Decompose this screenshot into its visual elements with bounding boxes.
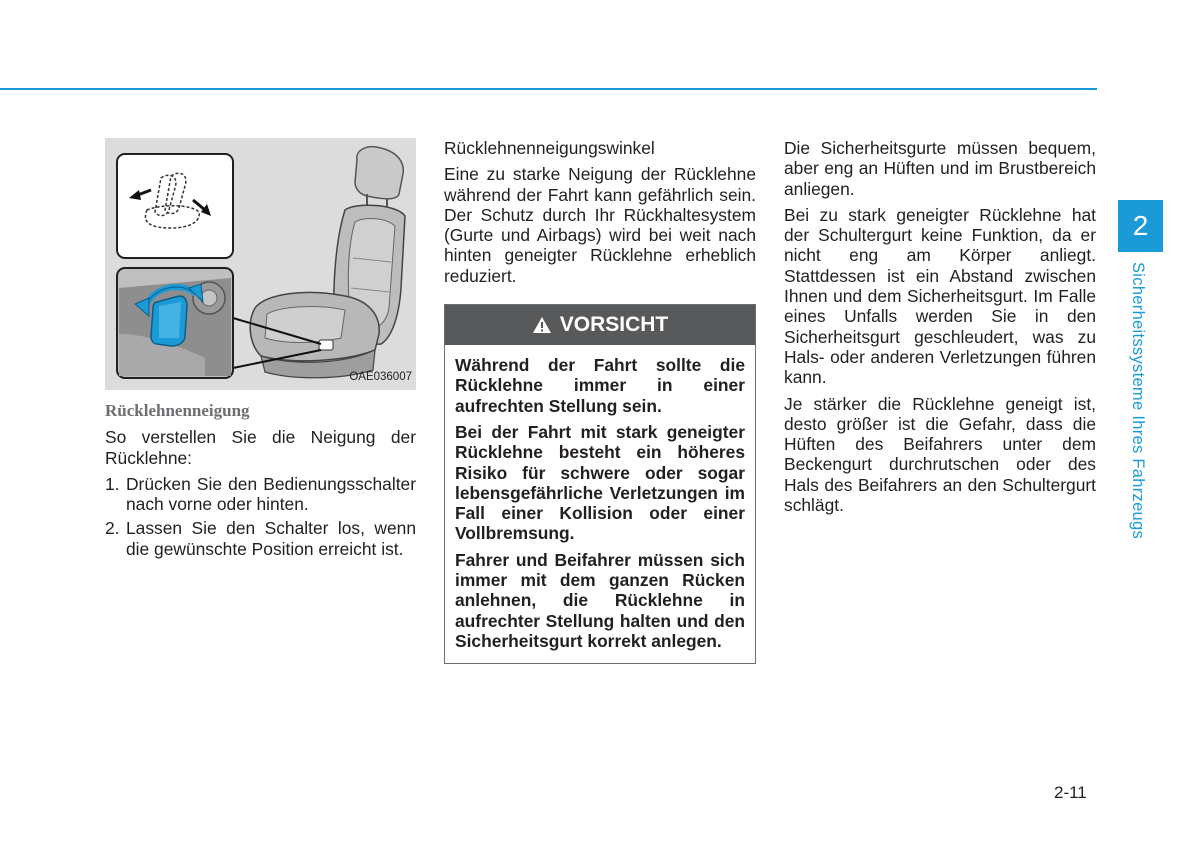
- seat-recline-icon: [117, 154, 233, 258]
- caution-header: [445, 305, 755, 345]
- list-item: [105, 518, 416, 559]
- seat-figure: [105, 138, 416, 390]
- left-column: [105, 138, 416, 563]
- body-paragraph: Eine zu starke Neigung der Rücklehne während der Fahrt kann gefährlich sein. Der Schutz durch Ihr Rückhaltesystem (Gurte und Airbags) wird bei weit nach hinten geneigter Rücklehne erheblich reduziert.: [444, 164, 756, 286]
- caution-title: VORSICHT: [559, 312, 669, 336]
- caution-box: [444, 304, 756, 664]
- step-number: 1.: [105, 473, 120, 494]
- body-paragraph: Je stärker die Rücklehne geneigt ist, desto größer ist die Gefahr, dass die Hüften des Beifahrers unter dem Beckengurt durchrutschen oder des Hals des Beifahrers an den Schultergurt schlägt.: [784, 393, 1096, 516]
- caution-body: [445, 345, 755, 663]
- body-paragraph: Die Sicherheitsgurte müssen bequem, aber eng an Hüften und im Brustbereich anliegen.: [784, 138, 1096, 199]
- figure-code: OAE036007: [349, 370, 412, 383]
- caution-paragraph: Während der Fahrt sollte die Rücklehne immer in einer aufrechten Stellung sein.: [455, 355, 745, 416]
- step-text: Drücken Sie den Bedienungsschalter nach vorne oder hinten.: [126, 473, 416, 515]
- section-heading: Rücklehnenneigungswinkel: [444, 138, 655, 158]
- caution-paragraph: Fahrer und Beifahrer müssen sich immer mit dem ganzen Rücken anlehnen, die Rücklehne in aufrechter Stellung halten und den Sicherheitsgurt korrekt anlegen.: [455, 549, 745, 651]
- section-subheading: Rücklehnenneigung: [105, 401, 250, 420]
- chapter-tab: 2: [1118, 200, 1163, 252]
- intro-text: So verstellen Sie die Neigung der Rücklehne:: [105, 427, 416, 468]
- middle-column: [444, 138, 756, 664]
- page-number: 2-11: [1054, 783, 1087, 802]
- right-column: [784, 138, 1096, 521]
- step-text: Lassen Sie den Schalter los, wenn die gewünschte Position erreicht ist.: [126, 518, 416, 559]
- steps-list: [105, 474, 416, 559]
- header-rule: [0, 88, 1097, 90]
- body-paragraph: Bei zu stark geneigter Rücklehne hat der Schultergurt keine Funktion, da er nicht eng am Körper anliegt. Stattdessen ist ein Abstand zwischen Ihnen und dem Sicherheitsgurt. Im Falle eines Unfalls werden Sie in den Sicherheitsgurt geschleudert, was zu Hals- oder anderen Verletzungen führen kann.: [784, 204, 1096, 388]
- chapter-title: Sicherheitssysteme Ihres Fahrzeugs: [1129, 262, 1147, 540]
- caution-paragraph: Bei der Fahrt mit stark geneigter Rücklehne besteht ein höheres Risiko für schwere oder sogar lebensgefährliche Verletzungen im Fall einer Kollision oder einer Vollbremsung.: [455, 421, 745, 544]
- step-number: 2.: [105, 518, 120, 539]
- list-item: [105, 474, 416, 515]
- recline-switch-icon: [117, 268, 233, 378]
- warning-icon: [532, 316, 552, 334]
- car-seat-illustration: [105, 138, 416, 390]
